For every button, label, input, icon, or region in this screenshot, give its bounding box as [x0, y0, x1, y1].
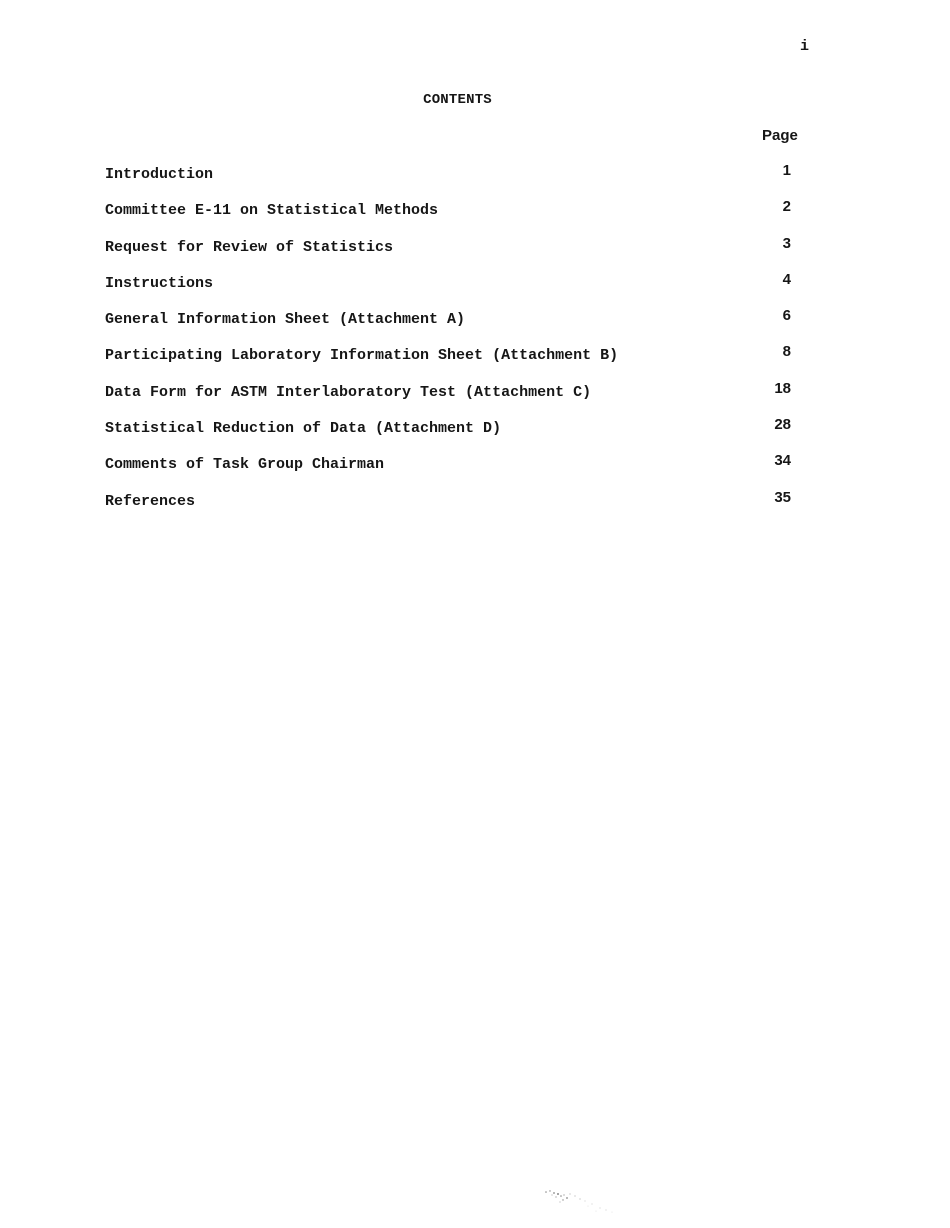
toc-entry-page: 34	[774, 452, 791, 470]
toc-entry-title: Introduction	[105, 166, 214, 183]
page-title: CONTENTS	[423, 92, 492, 108]
scan-speckle	[540, 1186, 630, 1216]
toc-entry	[105, 379, 805, 420]
toc-entry-page: 35	[774, 488, 791, 506]
toc-entry	[105, 162, 805, 202]
toc-entry	[105, 452, 805, 492]
toc-entry	[105, 343, 805, 383]
page-number: i	[800, 38, 810, 55]
toc-entry-title: Instructions	[105, 274, 214, 292]
page-column-header: Page	[762, 127, 798, 144]
toc-entry-title: General Information Sheet (Attachment A)	[105, 311, 466, 329]
toc-entry-title: Data Form for ASTM Interlaboratory Test (Attachment C)	[105, 383, 592, 401]
toc-entry-title: Statistical Reduction of Data (Attachment D)	[105, 420, 502, 438]
toc-entry-title: Request for Review of Statistics	[105, 238, 394, 256]
toc-entry	[105, 488, 805, 529]
toc-entry-page: 6	[782, 307, 791, 325]
toc-entry-title: Committee E-11 on Statistical Methods	[105, 202, 439, 220]
toc-entry-title: References	[105, 492, 196, 510]
toc-entry	[105, 416, 805, 456]
toc-entry-page: 4	[782, 270, 791, 288]
toc-entry	[105, 270, 805, 311]
toc-entry-page: 3	[782, 234, 791, 252]
toc-entry-title: Comments of Task Group Chairman	[105, 456, 385, 474]
toc-entry-page: 2	[782, 198, 791, 216]
table-of-contents	[105, 162, 805, 529]
toc-entry-page: 28	[774, 416, 791, 434]
toc-entry-page: 8	[782, 343, 791, 361]
toc-entry-title: Participating Laboratory Information Sheet (Attachment B)	[105, 347, 619, 365]
toc-entry-page: 1	[782, 162, 791, 179]
toc-entry	[105, 234, 805, 275]
toc-entry-page: 18	[774, 379, 791, 397]
toc-entry	[105, 307, 805, 347]
toc-entry	[105, 198, 805, 238]
